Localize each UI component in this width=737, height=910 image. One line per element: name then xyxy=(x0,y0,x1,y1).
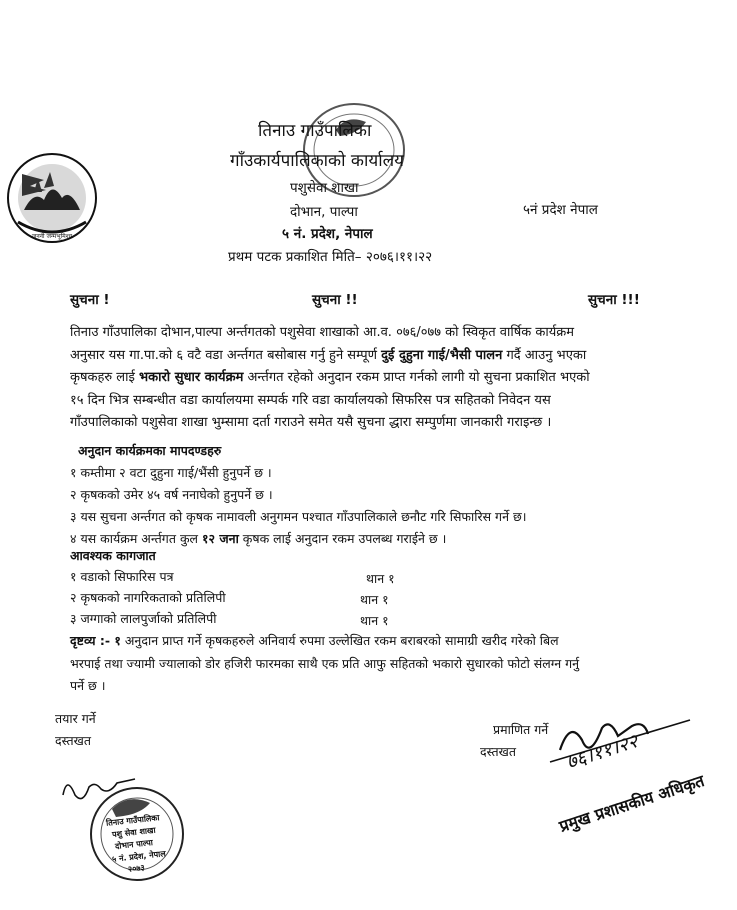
body-line-5: गाँउपालिकाको पशुसेवा शाखा भुम्सामा दर्ता गराउने समेत यसै सुचना द्धारा सम्पुर्णमा जानकारी गराइन्छ । xyxy=(70,415,552,430)
officer-title-stamp: प्रमुख प्रशासकीय अधिकृत xyxy=(556,771,707,836)
publication-date: प्रथम पटक प्रकाशित मिति– २०७६।११।२२ xyxy=(228,249,433,265)
beneficiary-count: १२ जना xyxy=(202,531,239,546)
office-address-line: दोभान, पाल्पा xyxy=(290,204,358,220)
office-name-line1: तिनाउ गाउँपालिका xyxy=(258,121,372,141)
document-qty-3: थान १ xyxy=(360,613,389,628)
stamp-line-1: तिनाउ गाउँपालिका xyxy=(105,813,160,828)
document-item-2: २ कृषकको नागरिकताको प्रतिलिपी xyxy=(70,590,226,605)
body-line-3c: अर्न्तगत रहेको अनुदान रकम प्राप्त गर्नको लागी यो सुचना प्रकाशित भएको xyxy=(243,370,590,385)
document-qty-2: थान १ xyxy=(360,592,389,607)
nepal-government-emblem xyxy=(4,150,100,246)
documents-heading: आवश्यक कागजात xyxy=(70,548,156,563)
note-line-2: भरपाई तथा ज्यामी ज्यालाको डोर हजिरी फारमका साथै एक प्रति आफु सहितको भकारो सुधारको फोटो संलग्न गर्नु xyxy=(70,656,580,671)
criteria-item-1: १ कम्तीमा २ वटा दुहुना गाई/भैंसी हुनुपर्ने छ । xyxy=(70,465,272,480)
body-line-1: तिनाउ गाँउपालिका दोभान,पाल्पा अर्न्तगतको पशुसेवा शाखाको आ.व. ०७६/०७७ को स्विकृत वार्षिक कार्यक्रम xyxy=(70,325,575,340)
office-name-line3: पशुसेवा शाखा xyxy=(290,180,359,196)
criteria-item-4a: ४ यस कार्यक्रम अर्न्तगत कुल xyxy=(70,531,202,546)
prepared-sign-label: दस्तखत xyxy=(55,733,91,748)
notice-heading-left: सुचना ! xyxy=(70,292,110,308)
note-line-3: पर्ने छ । xyxy=(70,678,106,693)
stamp-line-4: ५ नं. प्रदेश, नेपाल xyxy=(111,849,167,864)
document-item-3: ३ जग्गाको लालपुर्जाको प्रतिलिपी xyxy=(70,611,217,626)
office-province-line: ५ नं. प्रदेश, नेपाल xyxy=(282,226,373,242)
stamp-line-5: २०७३ xyxy=(127,863,146,874)
criteria-item-2: २ कृषकको उमेर ४५ वर्ष ननाघेको हुनुपर्ने छ । xyxy=(70,487,273,502)
office-name-line2: गाँउकार्यपालिकाको कार्यालय xyxy=(230,151,405,171)
prepared-by-label: तयार गर्ने xyxy=(55,711,96,726)
livestock-type: दुई दुहुना गाई/भैसी पालन xyxy=(381,347,503,363)
body-line-2a: अनुसार यस गा.पा.को ६ वटै वडा अर्न्तगत बसोबास गर्नु हुने सम्पूर्ण xyxy=(70,347,382,363)
notice-heading-right: सुचना !!! xyxy=(588,292,640,308)
criteria-item-3: ३ यस सुचना अर्न्तगत को कृषक नामावली अनुगमन पश्चात गाँउपालिकाले छनौट गरि सिफारिस गर्ने छ। xyxy=(70,509,527,524)
body-line-3 xyxy=(70,367,680,390)
stamp-line-2: पशु सेवा शाखा xyxy=(111,825,156,840)
notice-heading-center: सुचना !! xyxy=(312,292,358,308)
notice-body xyxy=(70,322,680,435)
body-line-3a: कृषकहरु लाई xyxy=(70,370,139,385)
verified-by-label: प्रमाणित गर्ने xyxy=(493,722,549,737)
criteria-item-4c: कृषक लाई अनुदान रकम उपलब्ध गराईने छ । xyxy=(238,531,447,546)
criteria-item-4 xyxy=(70,530,446,547)
body-line-2c: गर्दै आउनु भएका xyxy=(502,347,587,363)
body-line-4: १५ दिन भित्र सम्बन्धीत वडा कार्यालयमा सम्पर्क गरि वडा कार्यालयको सिफरिस पत्र सहितको निवेदन यस xyxy=(70,392,551,408)
document-qty-1: थान १ xyxy=(366,571,395,586)
province-label: ५नं प्रदेश नेपाल xyxy=(523,202,598,218)
svg-text:जननी जन्मभूमिश्च: जननी जन्मभूमिश्च xyxy=(31,233,73,240)
stamp-line-3: दोभान पाल्पा xyxy=(114,838,154,851)
program-name: भकारो सुधार कार्यक्रम xyxy=(139,370,244,385)
verified-sign-label: दस्तखत xyxy=(480,744,516,759)
handwritten-date: ७६।११।२२ xyxy=(563,730,641,774)
note-line-1 xyxy=(70,632,559,649)
note-text-1: अनुदान प्राप्त गर्ने कृषकहरुले अनिवार्य रुपमा उल्लेखित रकम बराबरको सामाग्री खरीद गरेको बिल xyxy=(120,633,559,648)
document-item-1: १ वडाको सिफारिस पत्र xyxy=(70,569,174,584)
note-label: दृष्टव्य :- १ xyxy=(70,633,121,648)
body-line-2 xyxy=(70,345,680,368)
criteria-heading: अनुदान कार्यक्रमका मापदण्डहरु xyxy=(78,443,222,458)
